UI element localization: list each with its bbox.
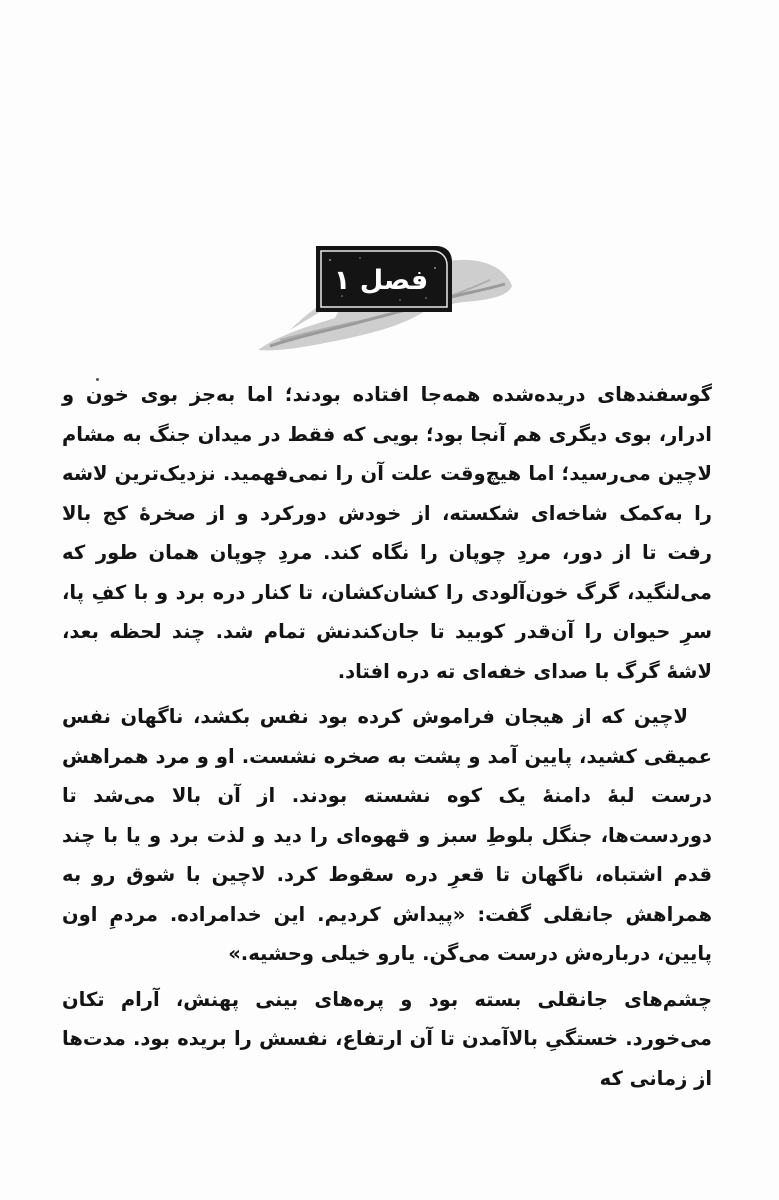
paragraph: گوسفندهای دریده‌شده همه‌جا افتاده بودند؛ اما به‌جز بوی خون و ادرار، بوی دیگری هم آنجا بود؛ بویی که فقط در میدان جنگ به مشام لاچین می‌رسید؛ اما هیچ‌وقت علت آن را نمی‌فهمید. نزدیک‌ترین لاشه را به‌کمک شاخه‌ای شکسته، از خودش دورکرد و از صخرهٔ کج بالا رفت تا از دور، مردِ چوپان را نگاه کند. مردِ چوپان همان طور که می‌لنگید، گرگ خون‌آلودی را کشان‌کشان، تا کنار دره برد و با کفِ پا، سرِ حیوان را آن‌قدر کوبید تا جان‌کندنش تمام شد. چند لحظه بعد، لاشهٔ گرگ با صدای خفه‌ای ته دره افتاد. bbox=[62, 383, 712, 683]
chapter-heading bbox=[250, 238, 520, 358]
chapter-title: فصل ۱ bbox=[333, 264, 429, 296]
paragraph: لاچین که از هیجان فراموش کرده بود نفس بکشد، ناگهان نفس عمیقی کشید، پایین آمد و پشت به صخره نشست. او و مرد همراهش درست لبهٔ دامنهٔ یک کوه نشسته بودند. از آن بالا می‌شد تا دوردست‌ها، جنگل بلوطِ سبز و قهوه‌ای را دید و لذت برد و یا با چند قدم اشتباه، ناگهان تا قعرِ دره سقوط کرد. لاچین با شوق رو به همراهش جانقلی گفت: «پیداش کردیم. این خدامراده. مردمِ اون پایین، درباره‌ش درست می‌گن. یارو خیلی وحشیه.» bbox=[62, 705, 712, 965]
chapter-body bbox=[62, 375, 712, 1098]
paragraph: چشم‌های جانقلی بسته بود و پره‌های بینی پهنش، آرام تکان می‌خورد. خستگیِ بالاآمدن تا آن ارتفاع، نفسش را بریده بود. مدت‌ها از زمانی که bbox=[62, 987, 712, 1090]
